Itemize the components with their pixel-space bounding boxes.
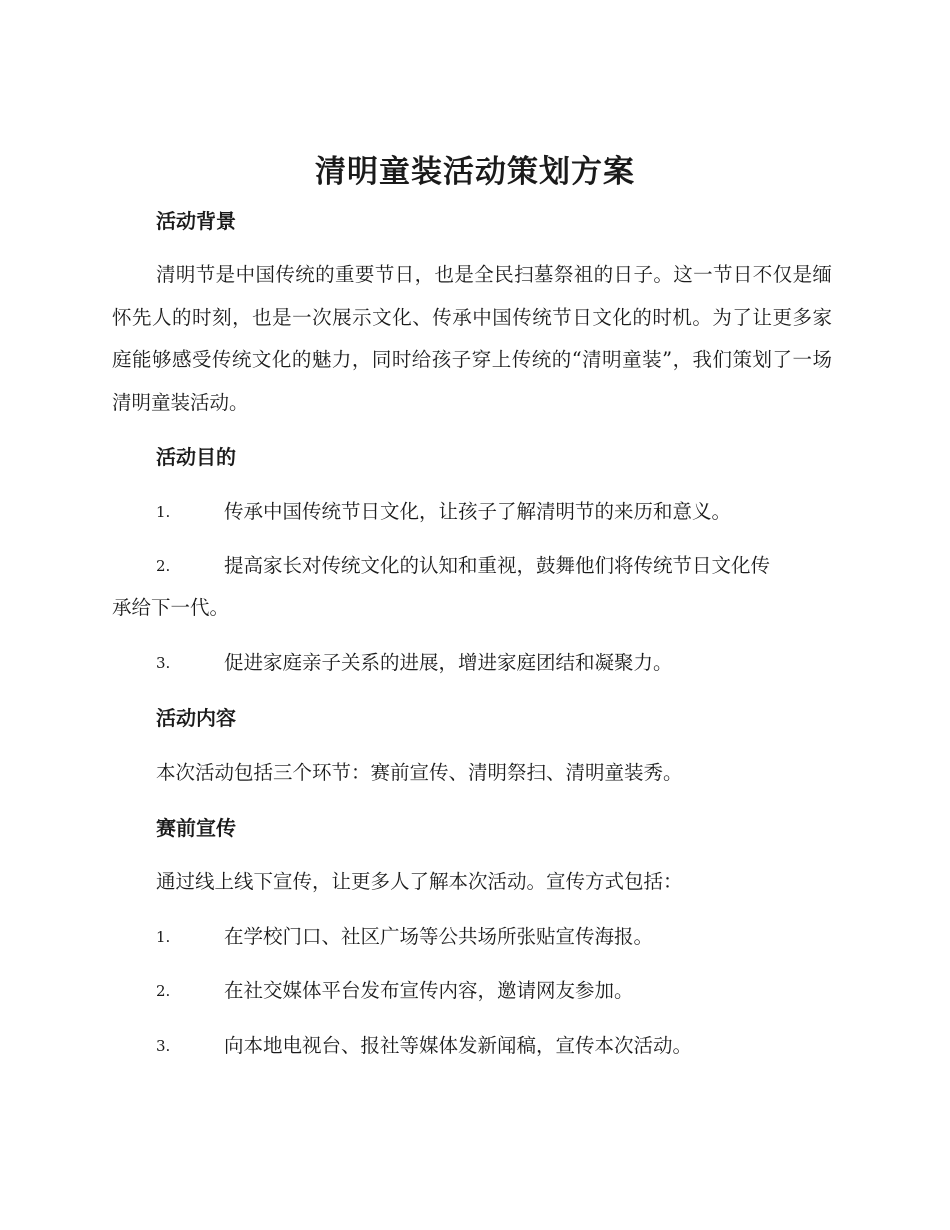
content-summary: 本次活动包括三个环节：赛前宣传、清明祭扫、清明童装秀。 <box>156 761 683 784</box>
list-number: 1. <box>156 928 171 946</box>
promotion-list-item <box>112 1025 832 1067</box>
list-item-continuation: 承给下一代。 <box>112 596 230 619</box>
promotion-list-item <box>112 916 832 958</box>
promotion-intro: 通过线上线下宣传，让更多人了解本次活动。宣传方式包括： <box>156 870 683 893</box>
list-item-text: 向本地电视台、报社等媒体发新闻稿，宣传本次活动。 <box>224 1034 693 1057</box>
section-heading-promotion: 赛前宣传 <box>156 816 236 840</box>
background-paragraph: 清明节是中国传统的重要节日，也是全民扫墓祭祖的日子。这一节日不仅是缅怀先人的时刻，也是一次展示文化、传承中国传统节日文化的时机。为了让更多家庭能够感受传统文化的魅力，同时给孩子穿上传统的“清明童装”，我们策划了一场清明童装活动。 <box>112 263 832 414</box>
purpose-list-item <box>112 545 832 629</box>
list-number: 2. <box>156 557 171 575</box>
section-heading-purpose: 活动目的 <box>156 445 236 469</box>
list-item-text: 传承中国传统节日文化，让孩子了解清明节的来历和意义。 <box>224 500 732 523</box>
section-heading-background: 活动背景 <box>156 209 236 233</box>
list-number: 2. <box>156 982 171 1000</box>
purpose-list-item <box>112 642 832 684</box>
list-number: 1. <box>156 503 171 521</box>
section-heading-content: 活动内容 <box>156 706 236 730</box>
list-item-text: 在学校门口、社区广场等公共场所张贴宣传海报。 <box>224 925 654 948</box>
list-number: 3. <box>156 654 171 672</box>
promotion-list-item <box>112 970 832 1012</box>
purpose-list-item <box>112 491 832 533</box>
list-item-text: 提高家长对传统文化的认知和重视，鼓舞他们将传统节日文化传 <box>224 554 771 577</box>
list-item-text: 在社交媒体平台发布宣传内容，邀请网友参加。 <box>224 979 634 1002</box>
list-item-text: 促进家庭亲子关系的进展，增进家庭团结和凝聚力。 <box>224 651 673 674</box>
list-number: 3. <box>156 1037 171 1055</box>
document-title: 清明童装活动策划方案 <box>315 154 635 190</box>
